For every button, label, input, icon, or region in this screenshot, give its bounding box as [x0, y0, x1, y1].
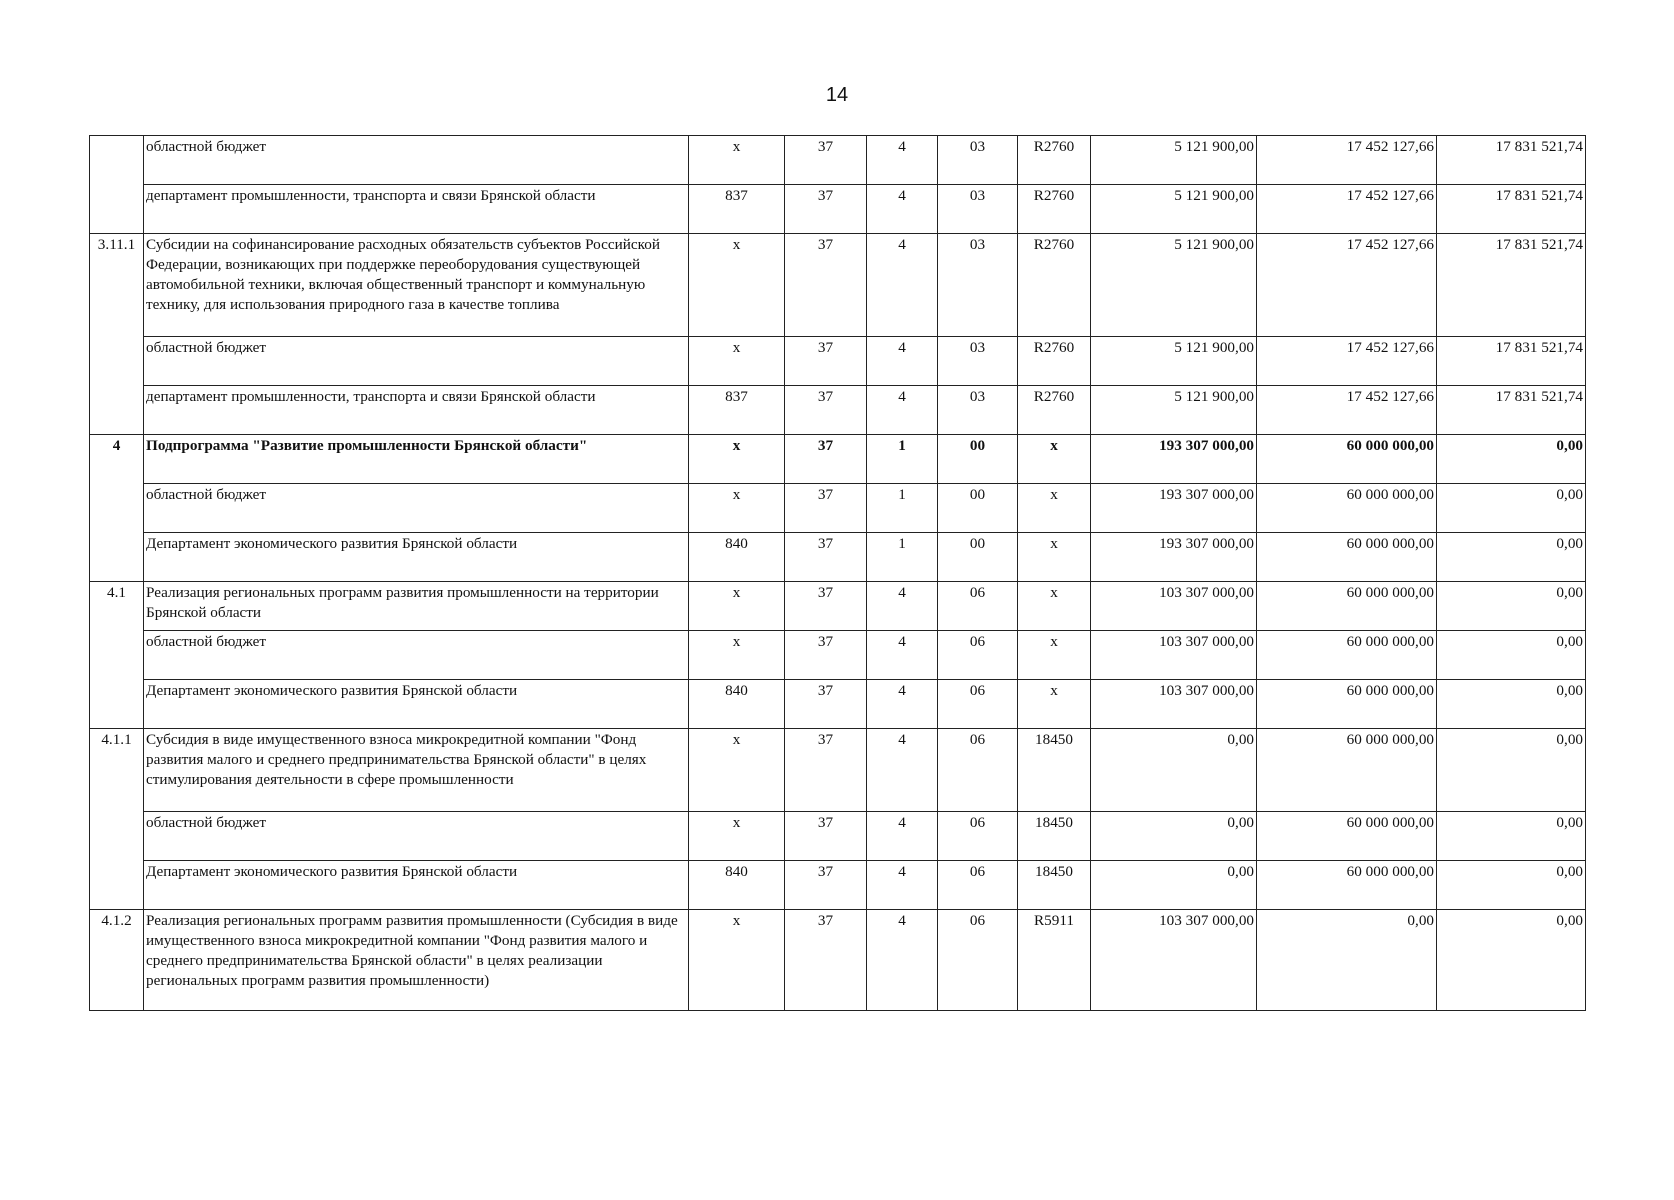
row-name: областной бюджет	[144, 631, 689, 680]
table-row	[90, 386, 1586, 435]
cell-subprogram: 4	[867, 337, 938, 386]
cell-subprogram: 1	[867, 484, 938, 533]
cell-amount-2: 60 000 000,00	[1257, 729, 1437, 812]
cell-amount-3: 17 831 521,74	[1437, 185, 1586, 234]
cell-direction: х	[1018, 582, 1091, 631]
cell-amount-1: 0,00	[1091, 812, 1257, 861]
table-row	[90, 484, 1586, 533]
cell-subprogram: 4	[867, 729, 938, 812]
cell-subprogram: 4	[867, 136, 938, 185]
cell-program: 37	[785, 910, 867, 1011]
row-number	[90, 136, 144, 234]
cell-grbs: 840	[689, 680, 785, 729]
cell-grbs: х	[689, 337, 785, 386]
cell-amount-3: 0,00	[1437, 812, 1586, 861]
cell-amount-1: 5 121 900,00	[1091, 136, 1257, 185]
cell-direction: х	[1018, 631, 1091, 680]
cell-program: 37	[785, 337, 867, 386]
cell-direction: х	[1018, 484, 1091, 533]
table-row	[90, 234, 1586, 337]
table-row	[90, 185, 1586, 234]
cell-grbs: 840	[689, 533, 785, 582]
cell-grbs: х	[689, 435, 785, 484]
cell-amount-1: 5 121 900,00	[1091, 185, 1257, 234]
cell-amount-1: 193 307 000,00	[1091, 484, 1257, 533]
cell-subprogram: 1	[867, 533, 938, 582]
cell-program: 37	[785, 582, 867, 631]
cell-amount-3: 0,00	[1437, 582, 1586, 631]
table-row	[90, 729, 1586, 812]
cell-amount-2: 60 000 000,00	[1257, 582, 1437, 631]
table-body	[90, 136, 1586, 1011]
cell-amount-3: 0,00	[1437, 910, 1586, 1011]
cell-grbs: х	[689, 729, 785, 812]
cell-grbs: 837	[689, 185, 785, 234]
cell-grbs: х	[689, 910, 785, 1011]
table-row	[90, 680, 1586, 729]
cell-program: 37	[785, 812, 867, 861]
row-name: Департамент экономического развития Брянской области	[144, 861, 689, 910]
cell-program: 37	[785, 533, 867, 582]
table-row	[90, 435, 1586, 484]
cell-subprogram: 4	[867, 812, 938, 861]
cell-amount-1: 103 307 000,00	[1091, 582, 1257, 631]
cell-amount-2: 60 000 000,00	[1257, 861, 1437, 910]
cell-amount-2: 17 452 127,66	[1257, 386, 1437, 435]
cell-subprogram: 1	[867, 435, 938, 484]
cell-amount-2: 60 000 000,00	[1257, 533, 1437, 582]
table-row	[90, 337, 1586, 386]
table-row	[90, 631, 1586, 680]
row-number: 4.1.2	[90, 910, 144, 1011]
row-name: Реализация региональных программ развития промышленности на территории Брянской области	[144, 582, 689, 631]
cell-grbs: х	[689, 136, 785, 185]
row-name: Субсидии на софинансирование расходных обязательств субъектов Российской Федерации, возникающих при поддержке переоборудования существующей автомобильной техники, включая общественный транспорт и коммунальную технику, для использования природного газа в качестве топлива	[144, 234, 689, 337]
cell-direction: R2760	[1018, 185, 1091, 234]
row-name: Подпрограмма "Развитие промышленности Брянской области"	[144, 435, 689, 484]
cell-event: 00	[938, 435, 1018, 484]
cell-amount-1: 103 307 000,00	[1091, 910, 1257, 1011]
cell-amount-2: 60 000 000,00	[1257, 812, 1437, 861]
cell-amount-3: 0,00	[1437, 533, 1586, 582]
cell-direction: R2760	[1018, 234, 1091, 337]
row-number: 4.1.1	[90, 729, 144, 910]
cell-amount-2: 60 000 000,00	[1257, 680, 1437, 729]
row-number: 4.1	[90, 582, 144, 729]
cell-subprogram: 4	[867, 234, 938, 337]
cell-program: 37	[785, 185, 867, 234]
cell-amount-2: 17 452 127,66	[1257, 185, 1437, 234]
cell-direction: 18450	[1018, 861, 1091, 910]
cell-amount-2: 17 452 127,66	[1257, 136, 1437, 185]
cell-grbs: х	[689, 582, 785, 631]
row-number: 4	[90, 435, 144, 582]
cell-amount-2: 17 452 127,66	[1257, 234, 1437, 337]
cell-program: 37	[785, 729, 867, 812]
cell-amount-3: 17 831 521,74	[1437, 234, 1586, 337]
row-name: областной бюджет	[144, 812, 689, 861]
budget-table	[89, 135, 1586, 1011]
cell-grbs: х	[689, 484, 785, 533]
cell-program: 37	[785, 136, 867, 185]
cell-subprogram: 4	[867, 185, 938, 234]
cell-amount-2: 17 452 127,66	[1257, 337, 1437, 386]
cell-program: 37	[785, 484, 867, 533]
cell-program: 37	[785, 861, 867, 910]
cell-event: 03	[938, 337, 1018, 386]
row-name: областной бюджет	[144, 484, 689, 533]
cell-amount-2: 60 000 000,00	[1257, 484, 1437, 533]
cell-grbs: х	[689, 234, 785, 337]
cell-amount-3: 0,00	[1437, 631, 1586, 680]
cell-event: 03	[938, 136, 1018, 185]
cell-event: 03	[938, 185, 1018, 234]
cell-program: 37	[785, 435, 867, 484]
cell-grbs: 840	[689, 861, 785, 910]
cell-amount-1: 0,00	[1091, 861, 1257, 910]
cell-amount-2: 60 000 000,00	[1257, 631, 1437, 680]
cell-amount-3: 17 831 521,74	[1437, 136, 1586, 185]
cell-subprogram: 4	[867, 582, 938, 631]
cell-direction: R2760	[1018, 337, 1091, 386]
cell-subprogram: 4	[867, 910, 938, 1011]
cell-direction: R5911	[1018, 910, 1091, 1011]
cell-direction: R2760	[1018, 136, 1091, 185]
table-row	[90, 533, 1586, 582]
cell-amount-1: 5 121 900,00	[1091, 337, 1257, 386]
cell-direction: х	[1018, 435, 1091, 484]
cell-direction: х	[1018, 680, 1091, 729]
cell-subprogram: 4	[867, 861, 938, 910]
cell-program: 37	[785, 234, 867, 337]
cell-direction: R2760	[1018, 386, 1091, 435]
cell-amount-3: 0,00	[1437, 680, 1586, 729]
cell-event: 00	[938, 533, 1018, 582]
cell-amount-1: 5 121 900,00	[1091, 386, 1257, 435]
cell-program: 37	[785, 631, 867, 680]
row-name: Департамент экономического развития Брянской области	[144, 533, 689, 582]
cell-program: 37	[785, 680, 867, 729]
cell-event: 06	[938, 910, 1018, 1011]
row-name: Департамент экономического развития Брянской области	[144, 680, 689, 729]
table-row	[90, 136, 1586, 185]
cell-amount-3: 0,00	[1437, 729, 1586, 812]
row-name: Субсидия в виде имущественного взноса микрокредитной компании "Фонд развития малого и среднего предпринимательства Брянской области" в целях стимулирования деятельности в сфере промышленности	[144, 729, 689, 812]
cell-event: 06	[938, 582, 1018, 631]
table-row	[90, 910, 1586, 1011]
cell-amount-2: 0,00	[1257, 910, 1437, 1011]
row-name: областной бюджет	[144, 136, 689, 185]
cell-event: 03	[938, 234, 1018, 337]
cell-direction: х	[1018, 533, 1091, 582]
cell-event: 00	[938, 484, 1018, 533]
row-name: Реализация региональных программ развития промышленности (Субсидия в виде имущественного взноса микрокредитной компании "Фонд развития малого и среднего предпринимательства Брянской области" в целях реализации региональных программ развития промышленности)	[144, 910, 689, 1011]
cell-program: 37	[785, 386, 867, 435]
table-row	[90, 582, 1586, 631]
cell-event: 06	[938, 861, 1018, 910]
cell-amount-1: 0,00	[1091, 729, 1257, 812]
cell-subprogram: 4	[867, 386, 938, 435]
cell-event: 06	[938, 680, 1018, 729]
cell-amount-1: 193 307 000,00	[1091, 435, 1257, 484]
cell-direction: 18450	[1018, 812, 1091, 861]
page-number: 14	[825, 84, 849, 106]
cell-subprogram: 4	[867, 680, 938, 729]
cell-event: 03	[938, 386, 1018, 435]
row-name: департамент промышленности, транспорта и связи Брянской области	[144, 185, 689, 234]
row-name: областной бюджет	[144, 337, 689, 386]
cell-amount-1: 103 307 000,00	[1091, 631, 1257, 680]
table-row	[90, 861, 1586, 910]
table-row	[90, 812, 1586, 861]
cell-amount-3: 17 831 521,74	[1437, 337, 1586, 386]
cell-amount-1: 193 307 000,00	[1091, 533, 1257, 582]
cell-amount-3: 0,00	[1437, 861, 1586, 910]
cell-event: 06	[938, 729, 1018, 812]
cell-event: 06	[938, 812, 1018, 861]
cell-grbs: х	[689, 812, 785, 861]
cell-grbs: 837	[689, 386, 785, 435]
cell-amount-3: 0,00	[1437, 484, 1586, 533]
cell-direction: 18450	[1018, 729, 1091, 812]
cell-amount-1: 103 307 000,00	[1091, 680, 1257, 729]
row-number: 3.11.1	[90, 234, 144, 435]
cell-amount-2: 60 000 000,00	[1257, 435, 1437, 484]
cell-amount-3: 17 831 521,74	[1437, 386, 1586, 435]
row-name: департамент промышленности, транспорта и связи Брянской области	[144, 386, 689, 435]
cell-amount-1: 5 121 900,00	[1091, 234, 1257, 337]
cell-amount-3: 0,00	[1437, 435, 1586, 484]
cell-grbs: х	[689, 631, 785, 680]
cell-subprogram: 4	[867, 631, 938, 680]
cell-event: 06	[938, 631, 1018, 680]
